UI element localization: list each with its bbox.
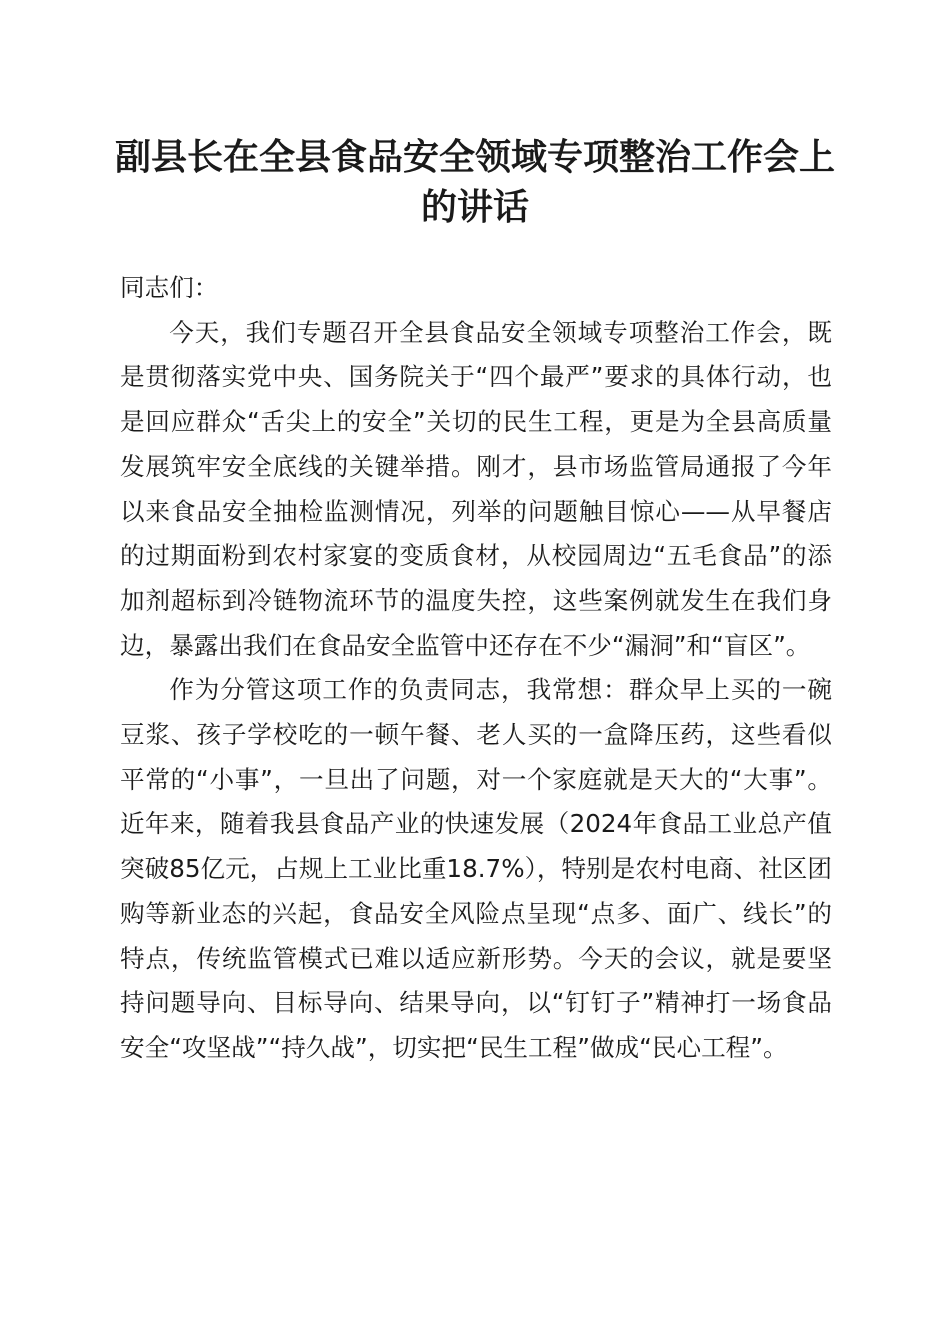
document-body (120, 266, 832, 1071)
salutation: 同志们： (120, 273, 219, 302)
document-title: 副县长在全县食品安全领域专项整治工作会上的讲话 (114, 136, 835, 228)
paragraph-1: 今天，我们专题召开全县食品安全领域专项整治工作会，既是贯彻落实党中央、国务院关于“四个最严”要求的具体行动，也是回应群众“舌尖上的安全”关切的民生工程，更是为全县高质量发展筑牢安全底线的关键举措。刚才，县市场监管局通报了今年以来食品安全抽检监测情况，列举的问题触目惊心——从早餐店的过期面粉到农村家宴的变质食材，从校园周边“五毛食品”的添加剂超标到冷链物流环节的温度失控，这些案例就发生在我们身边，暴露出我们在食品安全监管中还存在不少“漏洞”和“盲区”。 (120, 317, 832, 660)
paragraph-2: 作为分管这项工作的负责同志，我常想：群众早上买的一碗豆浆、孩子学校吃的一顿午餐、老人买的一盒降压药，这些看似平常的“小事”，一旦出了问题，对一个家庭就是天大的“大事”。近年来，随着我县食品产业的快速发展（2024年食品工业总产值突破85亿元，占规上工业比重18.7%），特别是农村电商、社区团购等新业态的兴起，食品安全风险点呈现“点多、面广、线长”的特点，传统监管模式已难以适应新形势。今天的会议，就是要坚持问题导向、目标导向、结果导向，以“钉钉子”精神打一场食品安全“攻坚战”“持久战”，切实把“民生工程”做成“民心工程”。 (120, 675, 832, 1062)
